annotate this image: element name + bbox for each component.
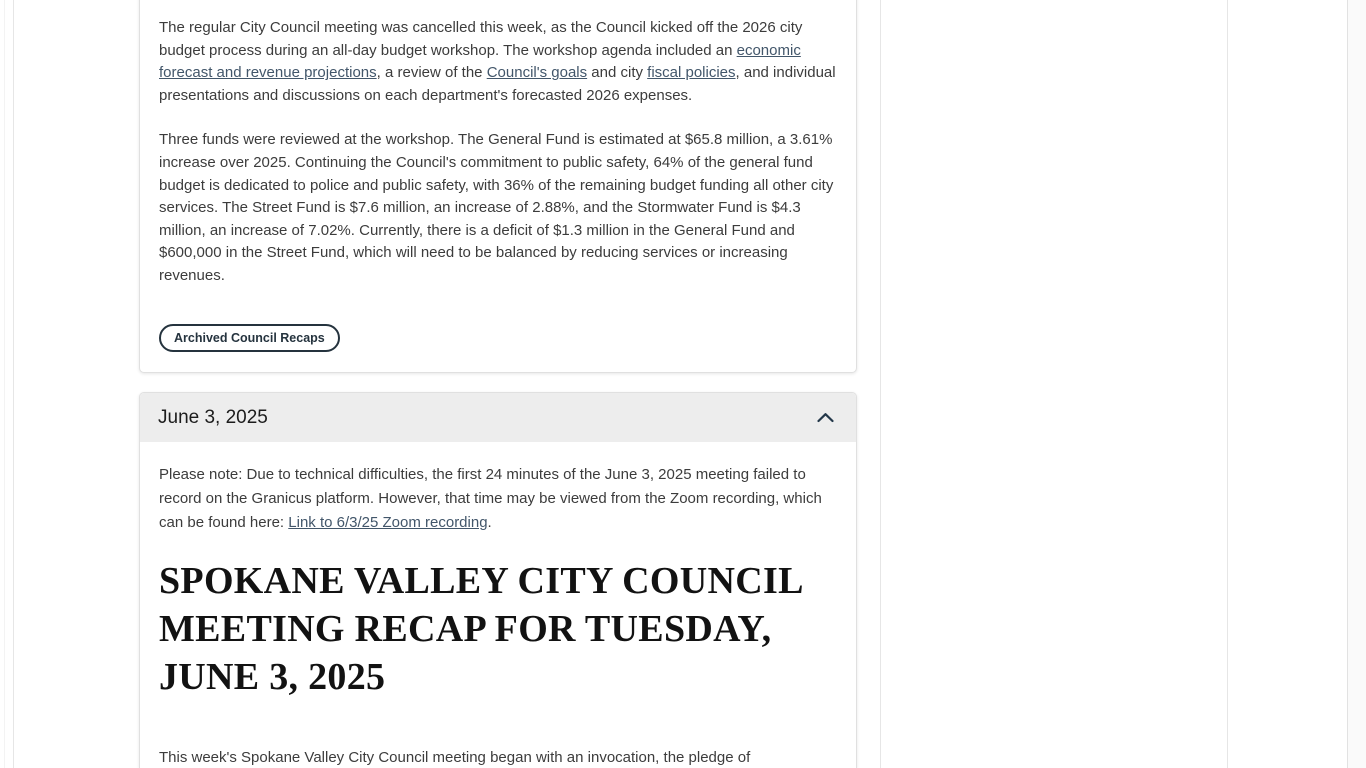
accordion-header-june-3-2025[interactable] (140, 393, 856, 442)
inline-link[interactable]: Council's goals (486, 64, 588, 82)
inline-link[interactable]: fiscal policies (647, 64, 736, 82)
recording-note-paragraph (159, 463, 837, 535)
june-3-accordion-card (139, 392, 857, 768)
page-left-border (13, 0, 14, 768)
meeting-intro-paragraph: This week's Spokane Valley City Council meeting began with an invocation, the pledge of (159, 749, 751, 766)
inline-link[interactable]: economic forecast and revenue projections (159, 41, 801, 82)
heading-line: JUNE 3, 2025 (159, 656, 386, 698)
funds-review-paragraph: Three funds were reviewed at the workshop. The General Fund is estimated at $65.8 million, a 3.61% increase over 2025. Continuing the Council's commitment to public safety, 64% of the general fund budget is dedicated to police and public safety, with 36% of the remaining budget funding all other city services. The Street Fund is $7.6 million, an increase of 2.88%, and the Stormwater Fund is $4.3 million, an increase of 7.02%. Currently, there is a deficit of $1.3 million in the General Fund and $600,000 in the Street Fund, which will need to be balanced by reducing services or increasing revenues. (159, 131, 834, 284)
chevron-up-icon[interactable] (817, 412, 834, 423)
heading-line: MEETING RECAP FOR TUESDAY, (159, 608, 772, 650)
page-right-gutter (1348, 0, 1366, 768)
text-segment: , and individual presentations and discussions on each department's forecasted 2026 expenses. (159, 64, 836, 104)
inline-link[interactable]: Link to 6/3/25 Zoom recording (288, 514, 488, 531)
accordion-body (140, 442, 856, 768)
archived-council-recaps-button[interactable]: Archived Council Recaps (159, 324, 340, 352)
text-segment: , a review of the (376, 64, 487, 82)
text-segment: Please note: Due to technical difficulties, the first 24 minutes of the June 3, 2025 meeting failed to record on the Granicus platform. However, that time may be viewed from the Zoom recording, which can be found here: (159, 466, 822, 531)
text-segment: and city (587, 64, 648, 82)
council-recap-card (139, 0, 857, 373)
meeting-recap-heading (159, 557, 837, 701)
page-left-shadow-line (4, 0, 5, 768)
accordion-date-label: June 3, 2025 (158, 406, 268, 428)
text-segment: The regular City Council meeting was cancelled this week, as the Council kicked off the 2026 city budget process during an all-day budget workshop. The workshop agenda included an (159, 19, 803, 59)
heading-line: SPOKANE VALLEY CITY COUNCIL (159, 560, 804, 602)
text-segment: . (487, 514, 492, 531)
budget-workshop-paragraph (159, 17, 837, 107)
right-sidebar-panel (880, 0, 1228, 768)
